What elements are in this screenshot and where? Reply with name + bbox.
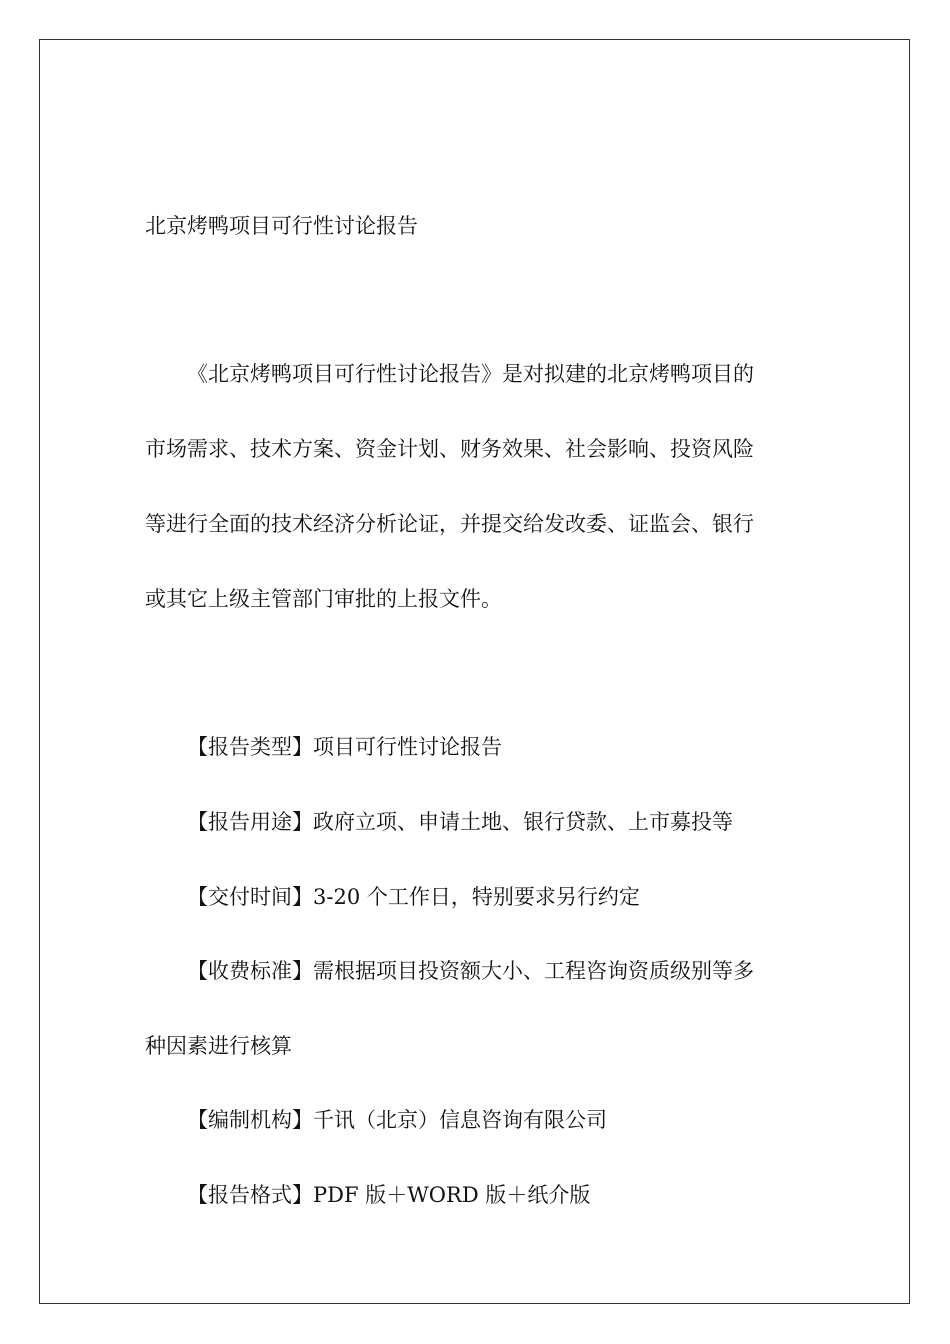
document-title: 北京烤鸭项目可行性讨论报告: [145, 214, 418, 238]
item-fee-standard: 【收费标准】需根据项目投资额大小、工程咨询资质级别等多: [187, 959, 754, 983]
intro-line-3: 等进行全面的技术经济分析论证，并提交给发改委、证监会、银行: [145, 512, 754, 536]
item-report-usage: 【报告用途】政府立项、申请土地、银行贷款、上市募投等: [187, 810, 733, 834]
item-report-format: 【报告格式】PDF 版＋WORD 版＋纸介版: [187, 1183, 591, 1207]
intro-line-4: 或其它上级主管部门审批的上报文件。: [145, 587, 502, 611]
intro-line-1: 《北京烤鸭项目可行性讨论报告》是对拟建的北京烤鸭项目的: [187, 362, 754, 386]
intro-line-2: 市场需求、技术方案、资金计划、财务效果、社会影响、投资风险: [145, 437, 754, 461]
item-report-type: 【报告类型】项目可行性讨论报告: [187, 735, 502, 759]
item-compiler: 【编制机构】千讯（北京）信息咨询有限公司: [187, 1108, 607, 1132]
item-fee-standard-continuation: 种因素进行核算: [145, 1034, 292, 1058]
item-delivery-time: 【交付时间】3-20 个工作日，特别要求另行约定: [187, 885, 640, 909]
